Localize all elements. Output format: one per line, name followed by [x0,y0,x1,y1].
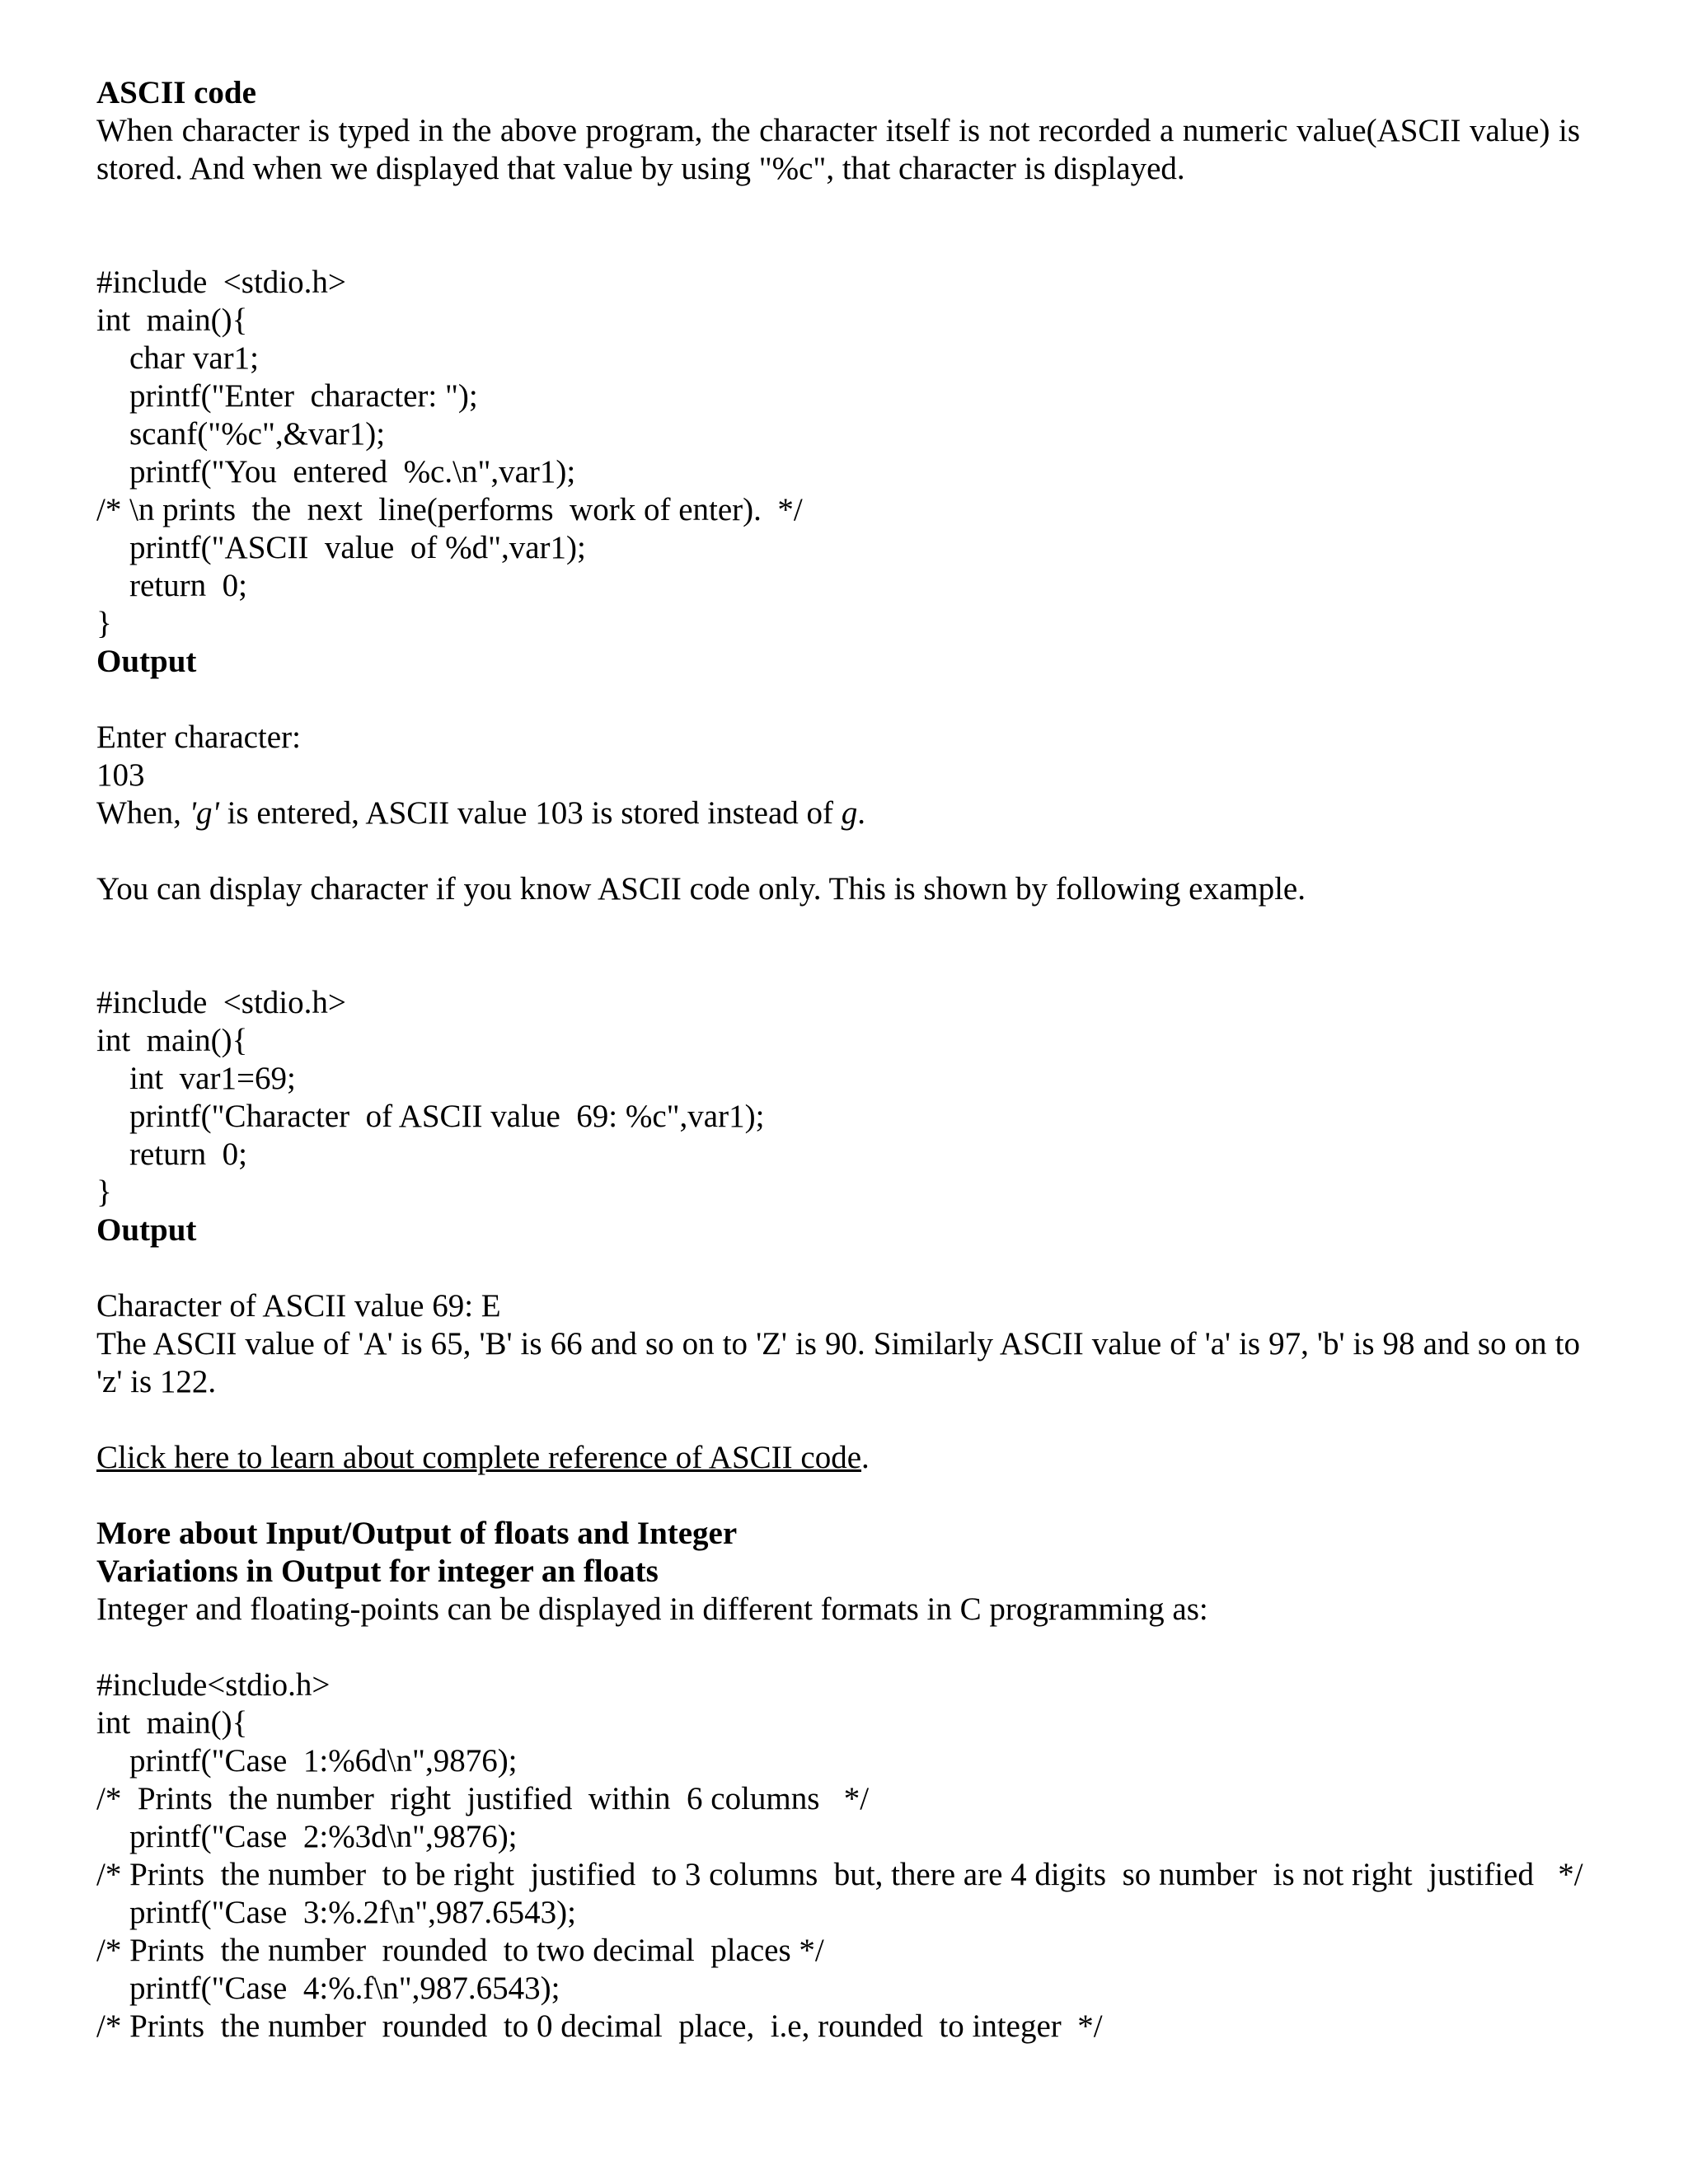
code-line: printf("You entered %c.\n",var1); [129,454,576,490]
code-line: printf("Enter character: "); [129,378,478,414]
spacer [96,1249,1580,1287]
spacer [96,681,1580,719]
code-line: printf("Character of ASCII value 69: %c",var1); [129,1099,765,1134]
code-line: /* Prints the number rounded to 0 decimal place, i.e, rounded to integer */ [96,2008,1103,2044]
code-line: /* \n prints the next line(performs work of enter). */ [96,492,803,527]
code-line: /* Prints the number rounded to two decimal places */ [96,1933,824,1968]
code-line: int main(){ [96,1705,248,1741]
section-subheading-variations: Variations in Output for integer an floats [96,1554,659,1589]
spacer [96,188,1580,264]
code-line: } [96,606,112,641]
output-heading-1: Output [96,644,197,679]
code-block-2 [96,984,1580,1212]
code-block-1 [96,264,1580,643]
code-line: /* Prints the number right justified within 6 columns */ [96,1781,870,1816]
display-paragraph: You can display character if you know ASCII code only. This is shown by following example. [96,871,1306,907]
spacer [96,1477,1580,1515]
code-line: return 0; [129,1137,247,1172]
code-line: scanf("%c",&var1); [129,416,386,452]
code-line: int main(){ [96,302,248,338]
output1-note-a: When, [96,795,190,831]
ascii-reference-link[interactable]: Click here to learn about complete reference of ASCII code [96,1440,862,1475]
output1-note-b: is entered, ASCII value 103 is stored instead of [218,795,842,831]
output1-note [96,794,1580,832]
output1-note-em: 'g' [189,795,219,831]
code-line: #include <stdio.h> [96,265,346,300]
link-suffix: . [861,1440,870,1475]
section-heading-ascii: ASCII code [96,75,256,110]
code-line: #include<stdio.h> [96,1667,331,1703]
ascii-reference-line [96,1439,1580,1477]
code-line: int var1=69; [129,1061,296,1096]
spacer [96,832,1580,870]
output1-note-em2: g [841,795,858,831]
code-line: printf("Case 4:%.f\n",987.6543); [129,1971,560,2006]
section-heading-io: More about Input/Output of floats and Integer [96,1516,738,1551]
output1-line-1: Enter character: [96,719,301,755]
code-line: return 0; [129,568,247,603]
code-line: char var1; [129,340,259,376]
code-line: #include <stdio.h> [96,985,346,1020]
code-line: printf("Case 3:%.2f\n",987.6543); [129,1895,577,1930]
output1-note-c: . [857,795,866,831]
code-line: } [96,1174,112,1210]
code-line: printf("ASCII value of %d",var1); [129,530,586,565]
document-page [96,74,1583,2046]
spacer [96,1629,1580,1666]
spacer [96,1401,1580,1439]
code-line: printf("Case 2:%3d\n",9876); [129,1819,518,1854]
io-intro-paragraph: Integer and floating-points can be displayed in different formats in C programming as: [96,1591,1208,1627]
code-line: printf("Case 1:%6d\n",9876); [129,1743,518,1779]
ascii-intro-paragraph: When character is typed in the above program, the character itself is not recorded a numeric value(ASCII value) is stored. And when we displayed that value by using "%c", that character is displayed. [96,113,1580,186]
output2-line-1: Character of ASCII value 69: E [96,1288,501,1324]
code-block-3 [96,1666,1583,2046]
code-line: /* Prints the number to be right justified to 3 columns but, there are 4 digits so number is not right justified */ [96,1857,1583,1892]
code-line: int main(){ [96,1023,248,1058]
ascii-values-paragraph: The ASCII value of 'A' is 65, 'B' is 66 and so on to 'Z' is 90. Similarly ASCII value of 'a' is 97, 'b' is 98 and so on to 'z' is 122. [96,1326,1580,1399]
output-heading-2: Output [96,1212,197,1248]
spacer [96,908,1580,984]
output1-line-2: 103 [96,757,145,793]
